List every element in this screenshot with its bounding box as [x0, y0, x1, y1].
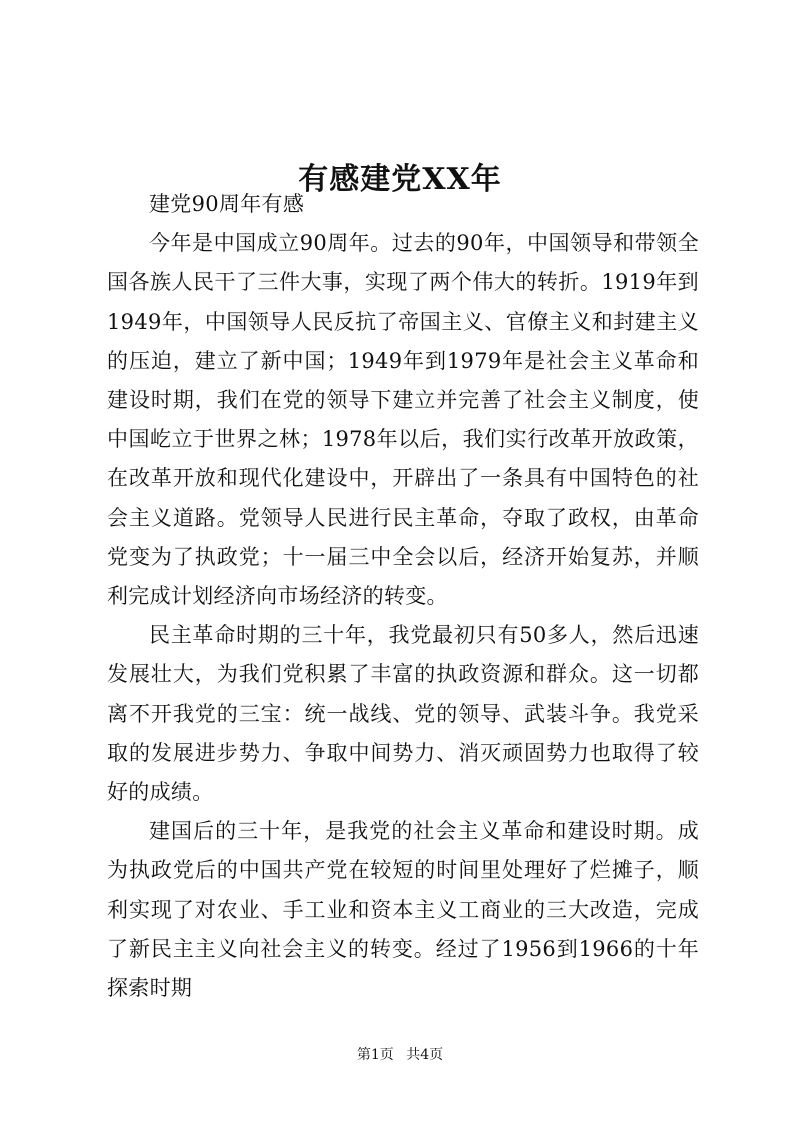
- subtitle-paragraph: 建党90周年有感: [149, 192, 305, 216]
- page-total: 共4页: [406, 1047, 444, 1063]
- page-footer: [0, 1045, 800, 1065]
- document-title: 有感建党XX年: [298, 162, 502, 198]
- body-paragraph: 民主革命时期的三十年，我党最初只有50多人，然后迅速发展壮大，为我们党积累了丰富的执政资源和群众。这一切都离不开我党的三宝：统一战线、党的领导、武装斗争。我党采取的发展进步势力、争取中间势力、消灭顽固势力也取得了较好的成绩。: [107, 623, 699, 805]
- document-body: [107, 185, 699, 1008]
- body-paragraph: 建国后的三十年，是我党的社会主义革命和建设时期。成为执政党后的中国共产党在较短的时间里处理好了烂摊子，顺利实现了对农业、手工业和资本主义工商业的三大改造，完成了新民主主义向社会主义的转变。经过了1956到1966的十年探索时期: [107, 819, 699, 1001]
- page-number: 第1页: [356, 1047, 394, 1063]
- body-paragraph: 今年是中国成立90周年。过去的90年，中国领导和带领全国各族人民干了三件大事，实现了两个伟大的转折。1919年到1949年，中国领导人民反抗了帝国主义、官僚主义和封建主义的压迫，建立了新中国；1949年到1979年是社会主义革命和建设时期，我们在党的领导下建立并完善了社会主义制度，使中国屹立于世界之林；1978年以后，我们实行改革开放政策，在改革开放和现代化建设中，开辟出了一条具有中国特色的社会主义道路。党领导人民进行民主革命，夺取了政权，由革命党变为了执政党；十一届三中全会以后，经济开始复苏，并顺利完成计划经济向市场经济的转变。: [107, 231, 699, 609]
